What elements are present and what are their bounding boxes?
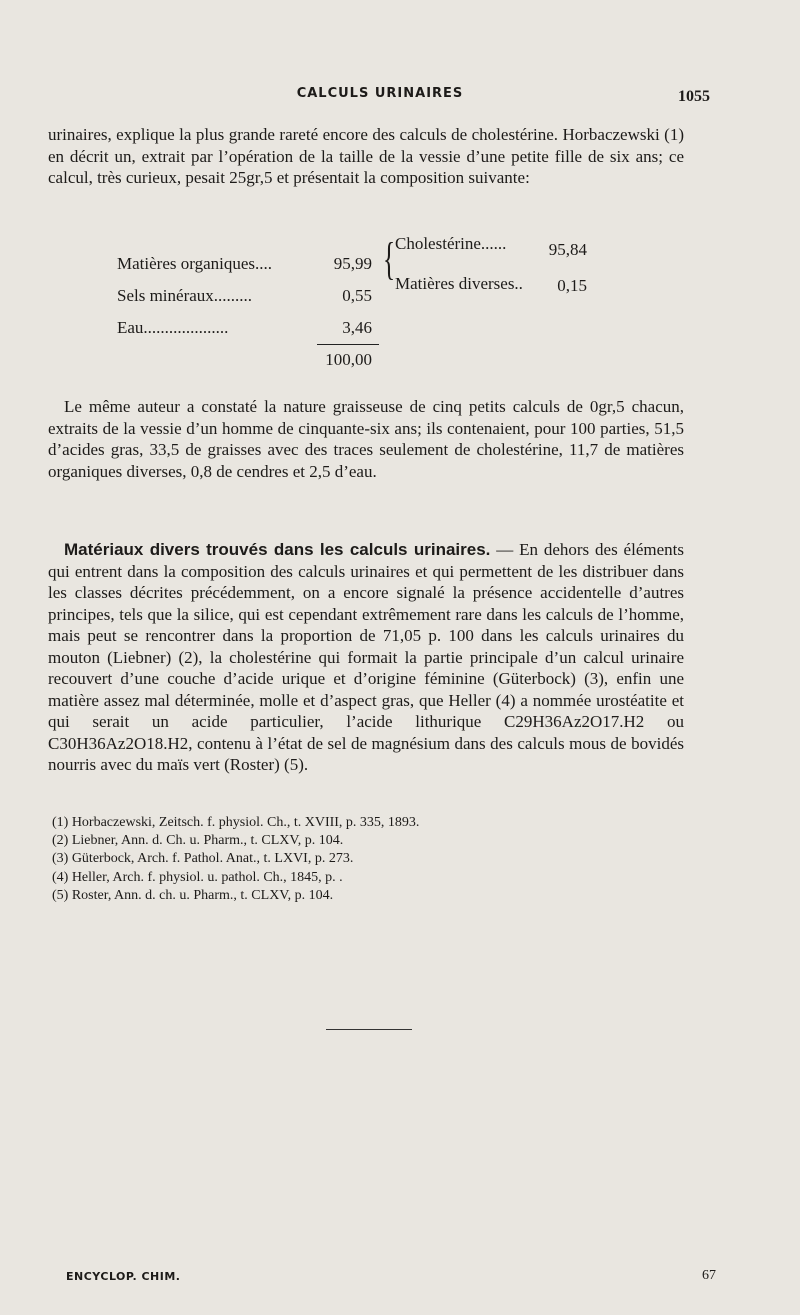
row-label-organic: Matières organiques.... [117, 254, 273, 273]
page-header [50, 86, 710, 108]
paragraph-second: Le même auteur a constaté la nature graisseuse de cinq petits calculs de 0gr,5 chacun, extraits de la vessie d’un homme de cinquante-six ans; ils contenaient, pour 100 parties, 51,5 d’acides gras, 33,5 de graisses avec des traces seulement de cholestérine, 11,7 de matières organiques diverses, 0,8 de cendres et 2,5 d’eau. [48, 397, 684, 481]
row-value-water: 3,46 [342, 318, 372, 337]
footnotes [52, 814, 419, 905]
paragraph-intro: urinaires, explique la plus grande rareté encore des calculs de cholestérine. Horbaczewski (1) en décrit un, extrait par l’opération de la taille de la vessie d’une petite fille de six ans; ce calcul, très curieux, pesait 25gr,5 et présentait la composition suivante: [48, 125, 684, 187]
footnote-4: (4) Heller, Arch. f. physiol. u. pathol. Ch., 1845, p. . [52, 869, 343, 885]
footnote-2: (2) Liebner, Ann. d. Ch. u. Pharm., t. CLXV, p. 104. [52, 833, 344, 849]
sub-label-diverses: Matières diverses.. [395, 274, 523, 293]
section-body: — En dehors des éléments qui entrent dans la composition des calculs urinaires et qui permettent de les distribuer dans les classes décrites précédemment, on a encore signalé la présence accidentelle d’autres principes, tels que la silice, qui est cependant extrêmement rare dans les calculs de l’homme, mais peut se rencontrer dans la proportion de 71,05 p. 100 dans les calculs urinaires du mouton (Liebner) (2), la cholestérine qui formait la partie principale d’un calcul urinaire recouvert d’une couche d’acide urique et d’origine féminine (Güterbock) (3), enfin une matière assez mal déterminée, molle et d’aspect gras, que Heller (4) a nommée urostéatite et qui serait un acide particulier, l’acide lithurique C29H36Az2O17.H2 ou C30H36Az2O18.H2, contenu à l’état de sel de magnésium dans des calculs mous de bovidés nourris avec du maïs vert (Roster) (5). [48, 540, 684, 774]
footer-sheet-number: 67 [702, 1268, 716, 1283]
sub-value-cholesterine: 95,84 [548, 240, 587, 259]
brace-symbol: { [382, 233, 396, 284]
page-number: 1055 [678, 88, 710, 105]
footer-signature: ENCYCLOP. CHIM. [66, 1270, 181, 1283]
row-label-water: Eau.................... [117, 318, 229, 337]
section-heading: Matériaux divers trouvés dans les calculs urinaires. [64, 540, 491, 559]
footnote-5: (5) Roster, Ann. d. ch. u. Pharm., t. CLXV, p. 104. [52, 887, 334, 903]
running-head: CALCULS URINAIRES [296, 86, 464, 101]
row-value-minerals: 0,55 [342, 286, 372, 305]
total-rule [317, 344, 379, 345]
composition-table [117, 234, 677, 374]
section-divider [326, 1029, 412, 1030]
row-label-minerals: Sels minéraux......... [117, 286, 253, 305]
row-value-organic: 95,99 [333, 254, 372, 273]
footnote-1: (1) Horbaczewski, Zeitsch. f. physiol. Ch., t. XVIII, p. 335, 1893. [52, 815, 420, 830]
sub-value-diverses: 0,15 [557, 276, 587, 295]
row-value-total: 100,00 [325, 350, 372, 369]
sub-label-cholesterine: Cholestérine...... [395, 234, 507, 253]
footnote-3: (3) Güterbock, Arch. f. Pathol. Anat., t. LXVI, p. 273. [52, 851, 354, 867]
paragraph-materials [48, 539, 684, 776]
